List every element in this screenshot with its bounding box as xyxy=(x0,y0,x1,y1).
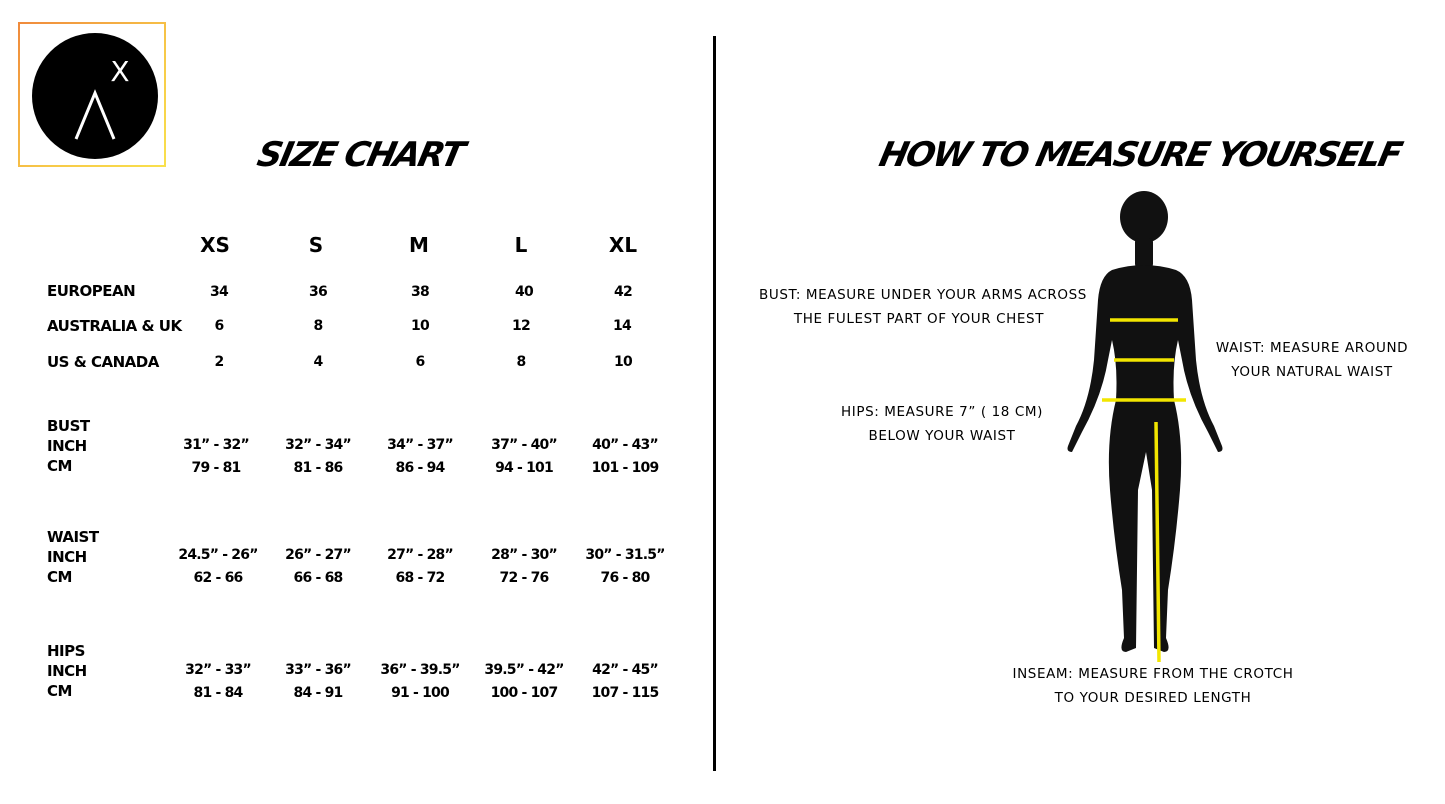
body-silhouette xyxy=(1060,190,1230,662)
waist-label-group xyxy=(47,527,99,587)
bust-cell-m xyxy=(365,434,475,480)
table-cell: 4 xyxy=(313,354,323,370)
waist-cm: 62 - 66 xyxy=(193,570,243,586)
waist-note xyxy=(1215,336,1409,384)
hips-cell-l xyxy=(469,659,579,705)
waist-unit-inch: INCH xyxy=(47,548,87,566)
hips-cell-xs xyxy=(163,659,273,705)
bust-inch: 37” - 40” xyxy=(491,437,557,453)
bust-unit-inch: INCH xyxy=(47,437,87,455)
table-cell: 8 xyxy=(313,318,323,334)
hips-unit-cm: CM xyxy=(47,682,72,700)
bust-inch: 31” - 32” xyxy=(183,437,249,453)
hips-inch: 32” - 33” xyxy=(185,662,251,678)
table-cell: 40 xyxy=(515,284,533,300)
hips-inch: 39.5” - 42” xyxy=(484,662,564,678)
hips-note xyxy=(841,400,1043,448)
waist-cm: 66 - 68 xyxy=(293,570,343,586)
bust-note-line2: THE FULEST PART OF YOUR CHEST xyxy=(793,311,1045,327)
hips-cm: 84 - 91 xyxy=(293,685,343,701)
hips-label: HIPS xyxy=(47,642,85,660)
row-label-australia-uk: AUSTRALIA & UK xyxy=(47,317,182,335)
logo-letters: X xyxy=(110,55,130,88)
waist-cell-s xyxy=(263,544,373,590)
hips-cm: 107 - 115 xyxy=(591,685,659,701)
bust-cm: 101 - 109 xyxy=(591,460,659,476)
silhouette-shape xyxy=(1068,191,1223,652)
waist-cell-l xyxy=(469,544,579,590)
size-header-l: L xyxy=(514,233,528,257)
hips-label-group xyxy=(47,641,87,701)
bust-inch: 32” - 34” xyxy=(285,437,351,453)
table-cell: 42 xyxy=(614,284,632,300)
bust-unit-cm: CM xyxy=(47,457,72,475)
waist-inch: 28” - 30” xyxy=(491,547,557,563)
hips-inch: 42” - 45” xyxy=(592,662,658,678)
bust-cell-xs xyxy=(161,434,271,480)
hips-cell-xl xyxy=(570,659,680,705)
hips-note-line1: HIPS: MEASURE 7” ( 18 CM) xyxy=(841,404,1043,420)
hips-inch: 36” - 39.5” xyxy=(380,662,460,678)
size-header-m: M xyxy=(409,233,429,257)
bust-cell-l xyxy=(469,434,579,480)
hips-cm: 100 - 107 xyxy=(490,685,558,701)
inseam-note-line1: INSEAM: MEASURE FROM THE CROTCH xyxy=(1012,666,1294,682)
bust-inch: 40” - 43” xyxy=(592,437,658,453)
row-label-european: EUROPEAN xyxy=(47,282,136,300)
hips-cell-s xyxy=(263,659,373,705)
waist-inch: 26” - 27” xyxy=(285,547,351,563)
bust-cm: 79 - 81 xyxy=(191,460,241,476)
bust-label: BUST xyxy=(47,417,90,435)
waist-label: WAIST xyxy=(47,528,99,546)
inseam-note-line2: TO YOUR DESIRED LENGTH xyxy=(1054,690,1252,706)
logo-mark xyxy=(32,33,158,159)
size-chart-title: SIZE CHART xyxy=(253,135,467,175)
table-cell: 34 xyxy=(210,284,228,300)
size-header-xs: XS xyxy=(200,233,230,257)
hips-cm: 81 - 84 xyxy=(193,685,243,701)
table-cell: 10 xyxy=(411,318,429,334)
logo-lambda xyxy=(76,93,114,139)
table-cell: 10 xyxy=(614,354,632,370)
bust-label-group xyxy=(47,416,90,476)
hips-note-line2: BELOW YOUR WAIST xyxy=(868,428,1016,444)
inseam-note xyxy=(1012,662,1294,710)
row-label-us-canada: US & CANADA xyxy=(47,353,159,371)
hips-cm: 91 - 100 xyxy=(391,685,449,701)
hips-cell-m xyxy=(365,659,475,705)
waist-cell-xs xyxy=(163,544,273,590)
bust-cm: 81 - 86 xyxy=(293,460,343,476)
table-cell: 2 xyxy=(214,354,224,370)
bust-cm: 86 - 94 xyxy=(395,460,445,476)
waist-note-line2: YOUR NATURAL WAIST xyxy=(1231,364,1393,380)
table-cell: 36 xyxy=(309,284,327,300)
hips-unit-inch: INCH xyxy=(47,662,87,680)
waist-cm: 68 - 72 xyxy=(395,570,445,586)
bust-inch: 34” - 37” xyxy=(387,437,453,453)
measure-guide-title: HOW TO MEASURE YOURSELF xyxy=(875,135,1405,175)
bust-cell-s xyxy=(263,434,373,480)
table-cell: 8 xyxy=(516,354,526,370)
waist-inch: 30” - 31.5” xyxy=(585,547,665,563)
table-cell: 6 xyxy=(415,354,425,370)
table-cell: 6 xyxy=(214,318,224,334)
table-cell: 14 xyxy=(613,318,631,334)
bust-note xyxy=(759,283,1087,331)
section-divider xyxy=(713,36,716,771)
table-cell: 38 xyxy=(411,284,429,300)
waist-cm: 72 - 76 xyxy=(499,570,549,586)
waist-note-line1: WAIST: MEASURE AROUND xyxy=(1215,340,1409,356)
size-header-xl: XL xyxy=(608,233,638,257)
bust-cm: 94 - 101 xyxy=(495,460,553,476)
bust-note-line1: BUST: MEASURE UNDER YOUR ARMS ACROSS xyxy=(759,287,1087,303)
waist-inch: 24.5” - 26” xyxy=(178,547,258,563)
bust-cell-xl xyxy=(570,434,680,480)
waist-cm: 76 - 80 xyxy=(600,570,650,586)
hips-inch: 33” - 36” xyxy=(285,662,351,678)
waist-cell-xl xyxy=(570,544,680,590)
brand-logo xyxy=(18,22,166,167)
waist-inch: 27” - 28” xyxy=(387,547,453,563)
waist-unit-cm: CM xyxy=(47,568,72,586)
size-header-s: S xyxy=(308,233,324,257)
table-cell: 12 xyxy=(512,318,530,334)
waist-cell-m xyxy=(365,544,475,590)
